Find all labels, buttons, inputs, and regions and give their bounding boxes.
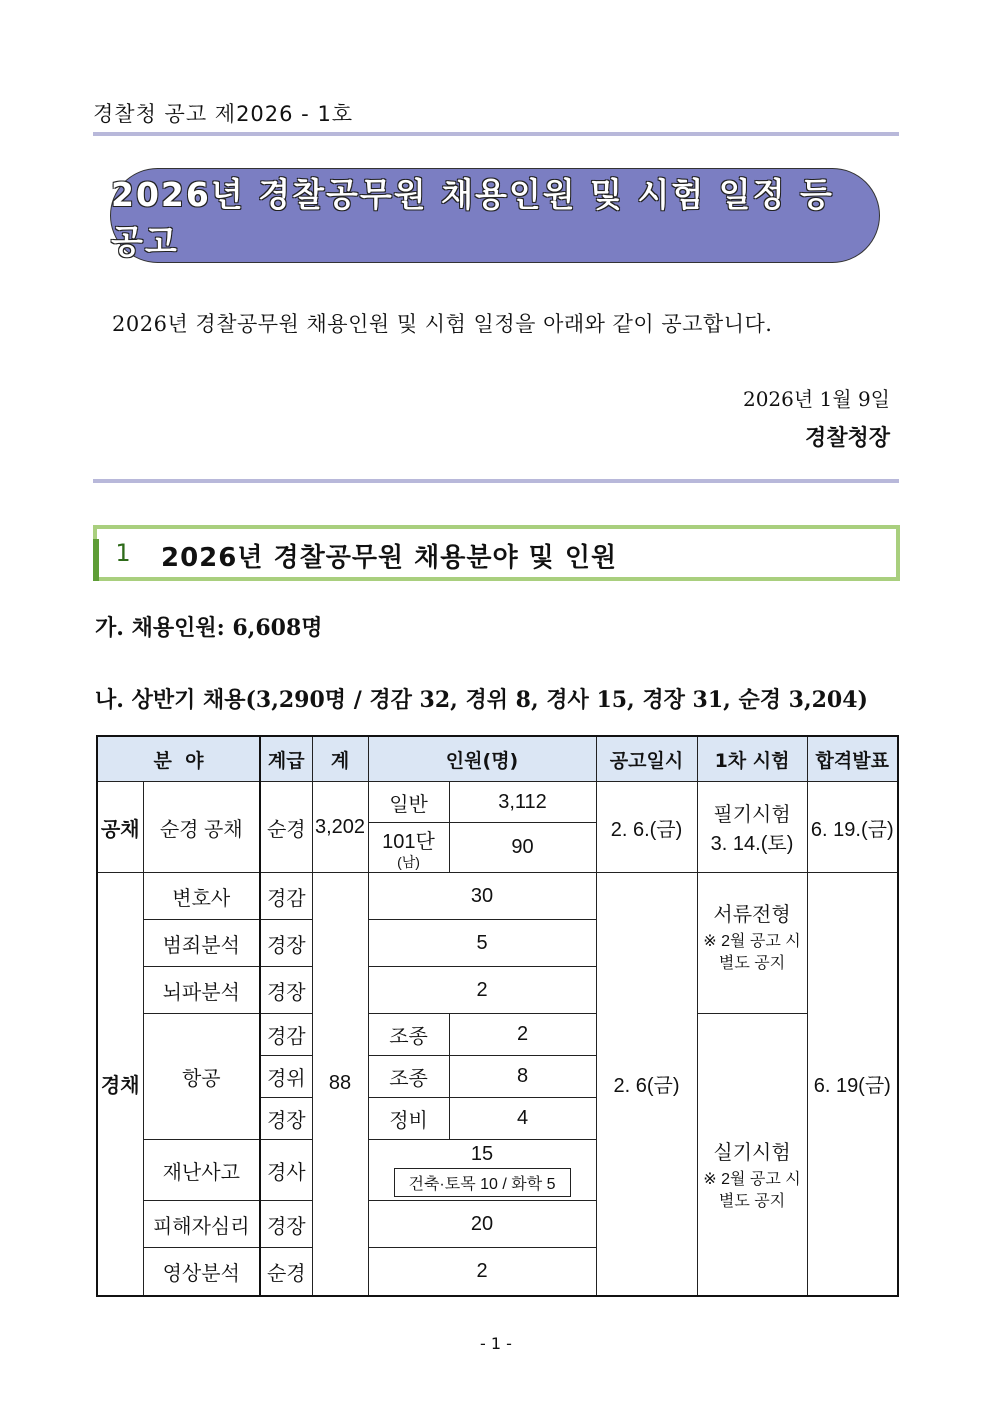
- section-number: 1: [97, 529, 149, 577]
- header-announce: 공고일시: [596, 736, 697, 782]
- exam1-cell: [697, 782, 807, 873]
- count-cell: 8: [449, 1056, 596, 1098]
- exam-prac: 실기시험: [713, 1141, 791, 1164]
- table-row: [97, 1014, 898, 1056]
- exam1-doc-cell: [697, 873, 807, 1014]
- rank-cell: 경장: [260, 1098, 312, 1140]
- exam-doc-note: 별도 공지: [718, 954, 786, 972]
- intro-text: 2026년 경찰공무원 채용인원 및 시험 일정을 아래와 같이 공고합니다.: [112, 312, 773, 336]
- header-count: 인원(명): [368, 736, 596, 782]
- section-title: 2026년 경찰공무원 채용분야 및 인원: [161, 543, 618, 573]
- count-cell: 2: [368, 1248, 596, 1296]
- header-field: 분 야: [97, 736, 260, 782]
- notice-number: 경찰청 공고 제2026 - 1호: [93, 102, 354, 126]
- page-number: - 1 -: [480, 1334, 512, 1353]
- first-half-recruitment: 나. 상반기 채용(3,290명 / 경감 32, 경위 8, 경사 15, 경장 31, 순경 3,204): [95, 687, 868, 713]
- field-cell: 순경 공채: [143, 782, 260, 873]
- table-row: [97, 782, 898, 823]
- announce-cell: 2. 6.(금): [596, 782, 697, 873]
- header-exam1: 1차 시험: [697, 736, 807, 782]
- exam1-date: 3. 14.(토): [710, 833, 794, 855]
- count-cell: 2: [368, 967, 596, 1014]
- rank-cell: 경장: [260, 967, 312, 1014]
- header-divider: [93, 132, 899, 136]
- count-cell: 90: [449, 823, 596, 873]
- count-value: 15: [470, 1143, 494, 1165]
- header-total: 계: [312, 736, 368, 782]
- field-cell: 재난사고: [143, 1140, 260, 1201]
- result-cell: 6. 19.(금): [807, 782, 898, 873]
- rank-cell: 경사: [260, 1140, 312, 1201]
- count-cell: [368, 1140, 596, 1201]
- type-cell: 일반: [368, 782, 449, 823]
- section-header: [93, 525, 900, 581]
- count-cell: 30: [368, 873, 596, 920]
- count-cell: 5: [368, 920, 596, 967]
- rank-cell: 경장: [260, 1201, 312, 1248]
- total-recruitment: 가. 채용인원: 6,608명: [95, 615, 323, 641]
- group-gongchae: 공채: [97, 782, 143, 873]
- exam1-type: 필기시험: [713, 804, 791, 826]
- total-cell: 3,202: [312, 782, 368, 873]
- type-cell: 조종: [368, 1014, 449, 1056]
- exam-prac-note: 별도 공지: [718, 1192, 786, 1210]
- exam1-prac-cell: [697, 1014, 807, 1296]
- field-cell: 항공: [143, 1014, 260, 1140]
- type-sub: (남): [397, 854, 420, 870]
- type-cell: [368, 823, 449, 873]
- field-cell: 변호사: [143, 873, 260, 920]
- notice-date: 2026년 1월 9일: [742, 387, 890, 411]
- recruitment-table: [96, 735, 899, 1297]
- notice-title: 2026년 경찰공무원 채용인원 및 시험 일정 등 공고: [110, 168, 880, 263]
- field-cell: 뇌파분석: [143, 967, 260, 1014]
- rank-cell: 경장: [260, 920, 312, 967]
- signer: 경찰청장: [804, 425, 890, 451]
- field-cell: 범죄분석: [143, 920, 260, 967]
- rank-cell: 경위: [260, 1056, 312, 1098]
- total-cell: 88: [312, 873, 368, 1296]
- result-cell: 6. 19(금): [807, 873, 898, 1296]
- intro-divider: [93, 479, 899, 483]
- announce-cell: 2. 6(금): [596, 873, 697, 1296]
- header-rank: 계급: [260, 736, 312, 782]
- exam-doc: 서류전형: [713, 903, 791, 926]
- count-cell: 20: [368, 1201, 596, 1248]
- group-gyeongchae: 경채: [97, 873, 143, 1296]
- field-cell: 영상분석: [143, 1248, 260, 1296]
- exam-doc-note: ※ 2월 공고 시: [703, 932, 801, 950]
- rank-cell: 경감: [260, 873, 312, 920]
- exam-prac-note: ※ 2월 공고 시: [703, 1170, 801, 1188]
- field-cell: 피해자심리: [143, 1201, 260, 1248]
- count-cell: 4: [449, 1098, 596, 1140]
- rank-cell: 순경: [260, 1248, 312, 1296]
- type-cell: 정비: [368, 1098, 449, 1140]
- count-detail: 건축·토목 10 / 화학 5: [394, 1168, 571, 1197]
- table-header-row: [97, 736, 898, 782]
- type-cell: 조종: [368, 1056, 449, 1098]
- count-cell: 3,112: [449, 782, 596, 823]
- rank-cell: 순경: [260, 782, 312, 873]
- table-row: [97, 873, 898, 920]
- header-result: 합격발표: [807, 736, 898, 782]
- count-cell: 2: [449, 1014, 596, 1056]
- rank-cell: 경감: [260, 1014, 312, 1056]
- type-label: 101단: [382, 831, 435, 853]
